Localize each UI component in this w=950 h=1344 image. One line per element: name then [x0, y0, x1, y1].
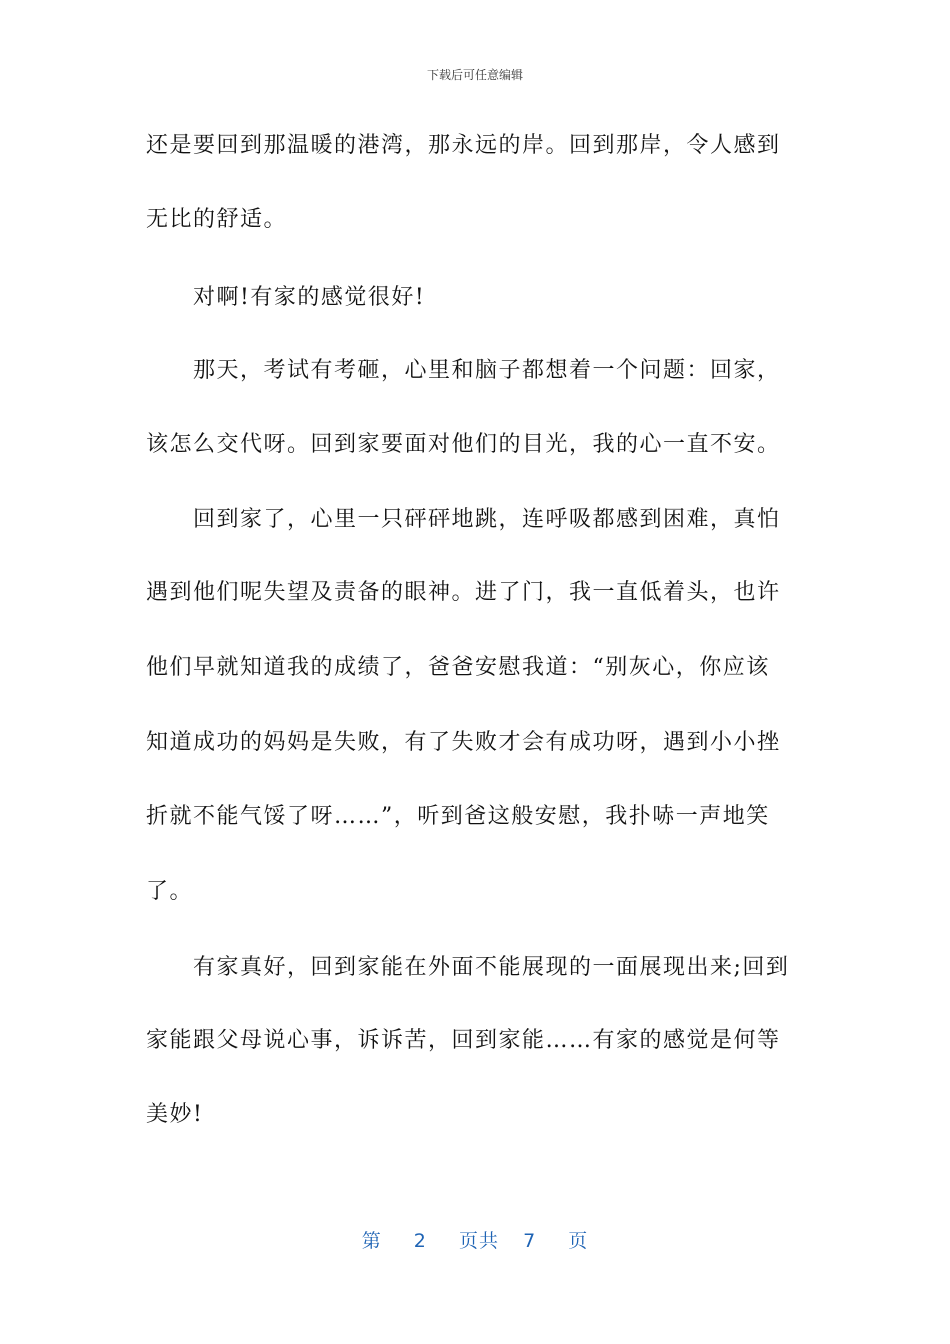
text-line-8: 他们早就知道我的成绩了，爸爸安慰我道：“别灰心，你应该	[146, 655, 770, 680]
text-line-1: 还是要回到那温暖的港湾，那永远的岸。回到那岸，令人感到	[146, 133, 781, 158]
text-line-3: 对啊!有家的感觉很好!	[193, 285, 426, 310]
text-line-12: 有家真好，回到家能在外面不能展现的一面展现出来;回到	[193, 955, 790, 980]
text-line-10: 折就不能气馁了呀……”，听到爸这般安慰，我扑哧一声地笑	[146, 804, 770, 829]
page-header: 下载后可任意编辑	[426, 68, 523, 82]
text-line-6: 回到家了，心里一只砰砰地跳，连呼吸都感到困难，真怕	[193, 507, 781, 532]
page-label-prefix: 第	[361, 1230, 382, 1252]
page-number-footer	[0, 1226, 950, 1253]
current-page-number: 2	[413, 1230, 427, 1252]
text-line-9: 知道成功的妈妈是失败，有了失败才会有成功呀，遇到小小挫	[146, 730, 781, 755]
page-label-suffix: 页	[568, 1230, 589, 1252]
text-line-14: 美妙!	[146, 1102, 204, 1127]
text-line-13: 家能跟父母说心事，诉诉苦，回到家能……有家的感觉是何等	[146, 1028, 781, 1053]
page-label-mid: 页共	[458, 1230, 499, 1252]
text-line-2: 无比的舒适。	[146, 207, 288, 232]
text-line-11: 了。	[146, 879, 194, 904]
text-line-4: 那天，考试有考砸，心里和脑子都想着一个问题：回家，	[193, 358, 781, 383]
text-line-7: 遇到他们呢失望及责备的眼神。进了门，我一直低着头，也许	[146, 580, 781, 605]
text-line-5: 该怎么交代呀。回到家要面对他们的目光，我的心一直不安。	[146, 432, 781, 457]
total-pages-number: 7	[523, 1230, 537, 1252]
